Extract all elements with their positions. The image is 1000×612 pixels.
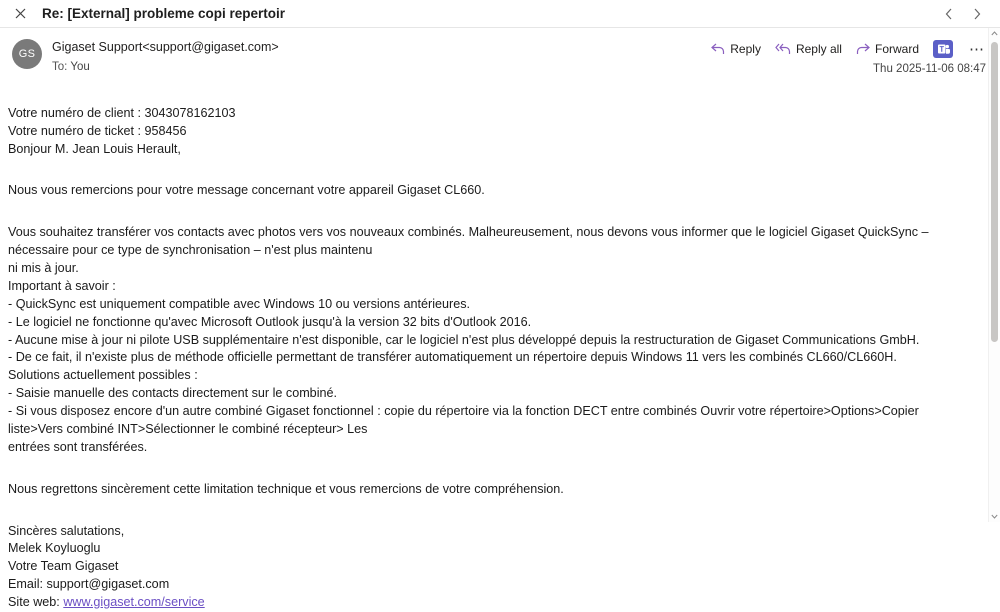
reply-all-button[interactable] xyxy=(775,42,842,56)
reply-icon xyxy=(711,43,725,55)
website-label: Site web: xyxy=(8,595,60,610)
sender-block xyxy=(52,38,279,76)
transfer-paragraph-line2: ni mis à jour. xyxy=(8,261,79,276)
important-title: Important à savoir : xyxy=(8,278,116,293)
customer-number: Votre numéro de client : 3043078162103 xyxy=(8,105,236,120)
to-value: You xyxy=(70,61,90,74)
chevron-right-icon[interactable] xyxy=(964,2,990,26)
message-actions xyxy=(711,38,986,58)
page-title: Re: [External] probleme copi repertoir xyxy=(42,6,286,21)
solutions-title: Solutions actuellement possibles : xyxy=(8,368,198,383)
closing-line: Sincères salutations, xyxy=(8,523,125,538)
thanks-paragraph: Nous vous remercions pour votre message concernant votre appareil Gigaset CL660. xyxy=(8,183,485,198)
solutions-item: - Si vous disposez encore d'un autre combiné Gigaset fonctionnel : copie du répertoire via la fonction DECT entre combinés Ouvrir votre répertoire>Options>Copier liste>Vers combiné INT>Sélectionner le combiné récepteur> Les xyxy=(8,404,919,436)
avatar: GS xyxy=(12,39,42,69)
scroll-up-icon[interactable] xyxy=(989,28,1000,39)
transfer-paragraph-line1: Vous souhaitez transférer vos contacts avec photos vers vos nouveaux combinés. Malheureusement, nous devons vous informer que le logiciel Gigaset QuickSync – nécessaire pour ce type de synchronisation – n'est plus maintenu xyxy=(8,225,929,258)
important-item: - Aucune mise à jour ni pilote USB supplémentaire n'est disponible, car le logiciel n'est plus développé depuis la restructuration de Gigaset Communications GmbH. xyxy=(8,332,920,347)
forward-label: Forward xyxy=(874,42,919,56)
chevron-left-icon[interactable] xyxy=(936,2,962,26)
sender-name[interactable]: Gigaset Support<support@gigaset.com> xyxy=(52,40,279,54)
important-item: - QuickSync est uniquement compatible avec Windows 10 ou versions antérieures. xyxy=(8,296,470,311)
message-toolbar xyxy=(0,0,1000,28)
recipient-line xyxy=(52,59,279,76)
message-body xyxy=(0,82,1000,612)
teams-icon[interactable] xyxy=(933,40,953,58)
reply-all-label: Reply all xyxy=(795,42,842,56)
important-item: - De ce fait, il n'existe plus de méthode officielle permettant de transférer automatiquement un répertoire depuis Windows 11 vers les combinés CL660/CL660H. xyxy=(8,350,897,365)
scrollbar-thumb[interactable] xyxy=(991,42,998,342)
forward-icon xyxy=(856,43,870,55)
signer-name: Melek Koyluoglu xyxy=(8,541,101,556)
support-email: Email: support@gigaset.com xyxy=(8,577,170,592)
message-timestamp: Thu 2025-11-06 08:47 xyxy=(873,63,986,75)
reply-all-icon xyxy=(775,43,791,55)
more-actions-icon[interactable]: ⋯ xyxy=(969,40,984,58)
forward-button[interactable] xyxy=(856,42,919,56)
message-navigation xyxy=(936,2,994,26)
solutions-item: entrées sont transférées. xyxy=(8,439,148,454)
scroll-down-icon[interactable] xyxy=(989,511,1000,522)
regret-paragraph: Nous regrettons sincèrement cette limitation technique et vous remercions de votre compréhension. xyxy=(8,481,564,496)
ticket-number: Votre numéro de ticket : 958456 xyxy=(8,123,187,138)
website-line xyxy=(8,594,974,612)
message-header xyxy=(0,28,1000,82)
website-link[interactable]: www.gigaset.com/service xyxy=(63,595,205,610)
to-label: To: xyxy=(52,61,68,74)
close-icon[interactable] xyxy=(6,1,34,27)
reply-button[interactable] xyxy=(711,42,761,56)
solutions-item: - Saisie manuelle des contacts directement sur le combiné. xyxy=(8,386,337,401)
reply-label: Reply xyxy=(730,42,761,56)
team-name: Votre Team Gigaset xyxy=(8,559,119,574)
greeting: Bonjour M. Jean Louis Herault, xyxy=(8,141,181,156)
important-item: - Le logiciel ne fonctionne qu'avec Microsoft Outlook jusqu'à la version 32 bits d'Outlook 2016. xyxy=(8,314,532,329)
scrollbar[interactable] xyxy=(988,28,1000,522)
